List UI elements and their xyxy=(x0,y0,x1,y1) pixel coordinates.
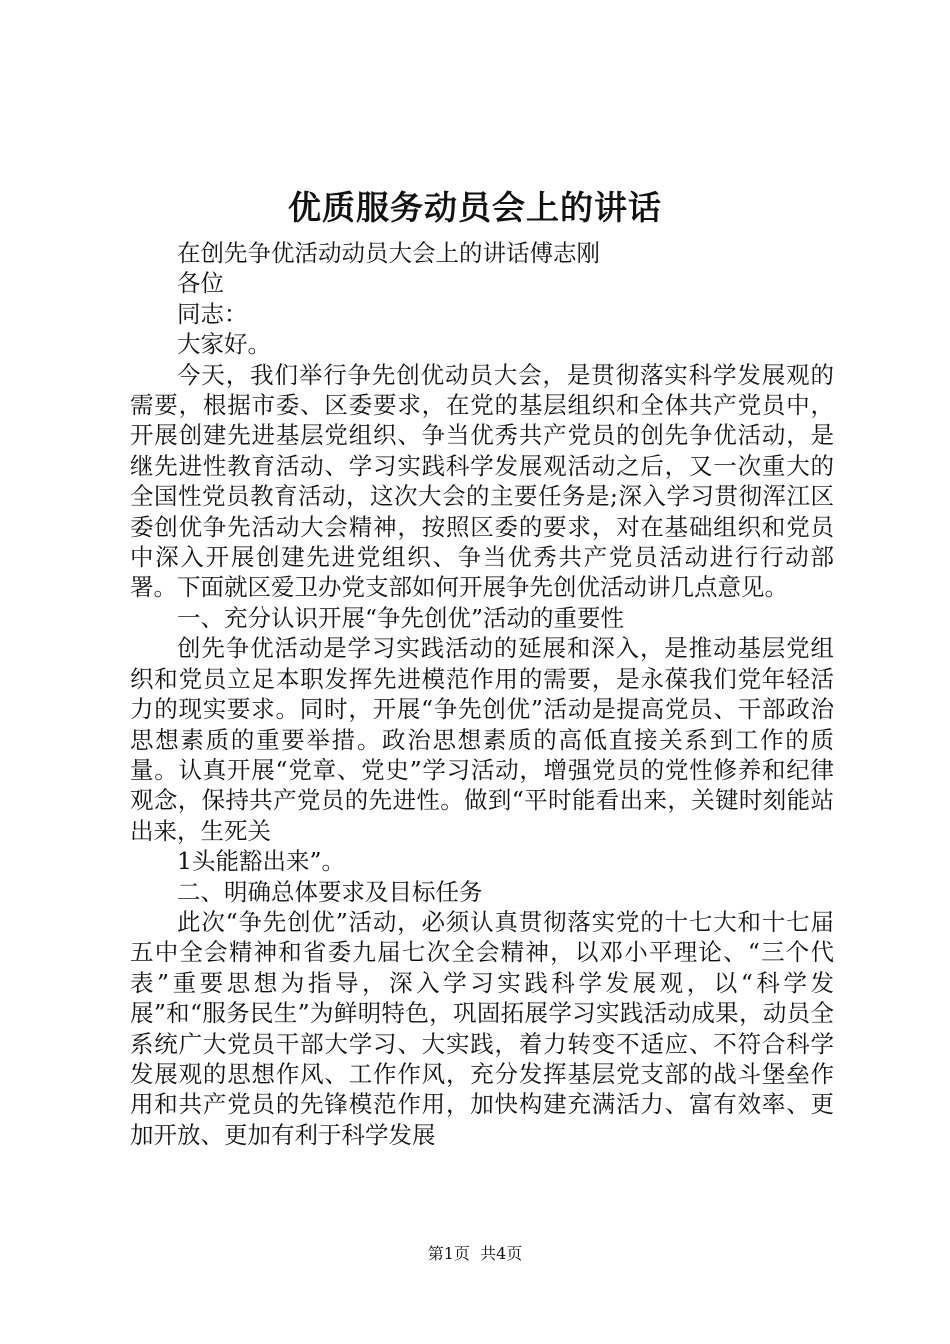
section-heading-2: 二、明确总体要求及目标任务 xyxy=(177,877,483,906)
document-title: 优质服务动员会上的讲话 xyxy=(288,188,662,227)
salutation-line-1: 各位 xyxy=(177,269,224,298)
page-number: 第1页 共4页 xyxy=(427,1244,523,1263)
section-1-continuation: 1头能豁出来”。 xyxy=(177,847,345,876)
speech-subtitle: 在创先争优活动动员大会上的讲话傅志刚 xyxy=(177,239,600,267)
greeting: 大家好。 xyxy=(177,330,271,359)
document-body xyxy=(130,238,834,1150)
section-2-paragraph: 此次“争先创优”活动，必须认真贯彻落实党的十七大和十七届五中全会精神和省委九届七次全会精神，以邓小平理论、“三个代表”重要思想为指导，深入学习实践科学发展观，以“科学发展”和“服务民生”为鲜明特色，巩固拓展学习实践活动成果，动员全系统广大党员干部大学习、大实践，着力转变不适应、不符合科学发展观的思想作风、工作作风，充分发挥基层党支部的战斗堡垒作用和共产党员的先锋模范作用，加快构建充满活力、富有效率、更加开放、更加有利于科学发展 xyxy=(130,907,834,1149)
page-footer xyxy=(0,1244,950,1264)
section-heading-1: 一、充分认识开展“争先创优”活动的重要性 xyxy=(177,603,625,632)
salutation-line-2: 同志： xyxy=(177,299,248,328)
intro-paragraph: 今天，我们举行争先创优动员大会，是贯彻落实科学发展观的需要，根据市委、区委要求，在党的基层组织和全体共产党员中，开展创建先进基层党组织、争当优秀共产党员的创先争优活动，是继先进性教育活动、学习实践科学发展观活动之后，又一次重大的全国性党员教育活动，这次大会的主要任务是;深入学习贯彻浑江区委创优争先活动大会精神，按照区委的要求，对在基础组织和党员中深入开展创建先进党组织、争当优秀共产党员活动进行行动部署。下面就区爱卫办党支部如何开展争先创优活动讲几点意见。 xyxy=(130,360,834,602)
section-1-paragraph: 创先争优活动是学习实践活动的延展和深入，是推动基层党组织和党员立足本职发挥先进模范作用的需要，是永葆我们党年轻活力的现实要求。同时，开展“争先创优”活动是提高党员、干部政治思想素质的重要举措。政治思想素质的高低直接关系到工作的质量。认真开展“党章、党史”学习活动，增强党员的党性修养和纪律观念，保持共产党员的先进性。做到“平时能看出来，关键时刻能站出来，生死关 xyxy=(130,634,834,845)
